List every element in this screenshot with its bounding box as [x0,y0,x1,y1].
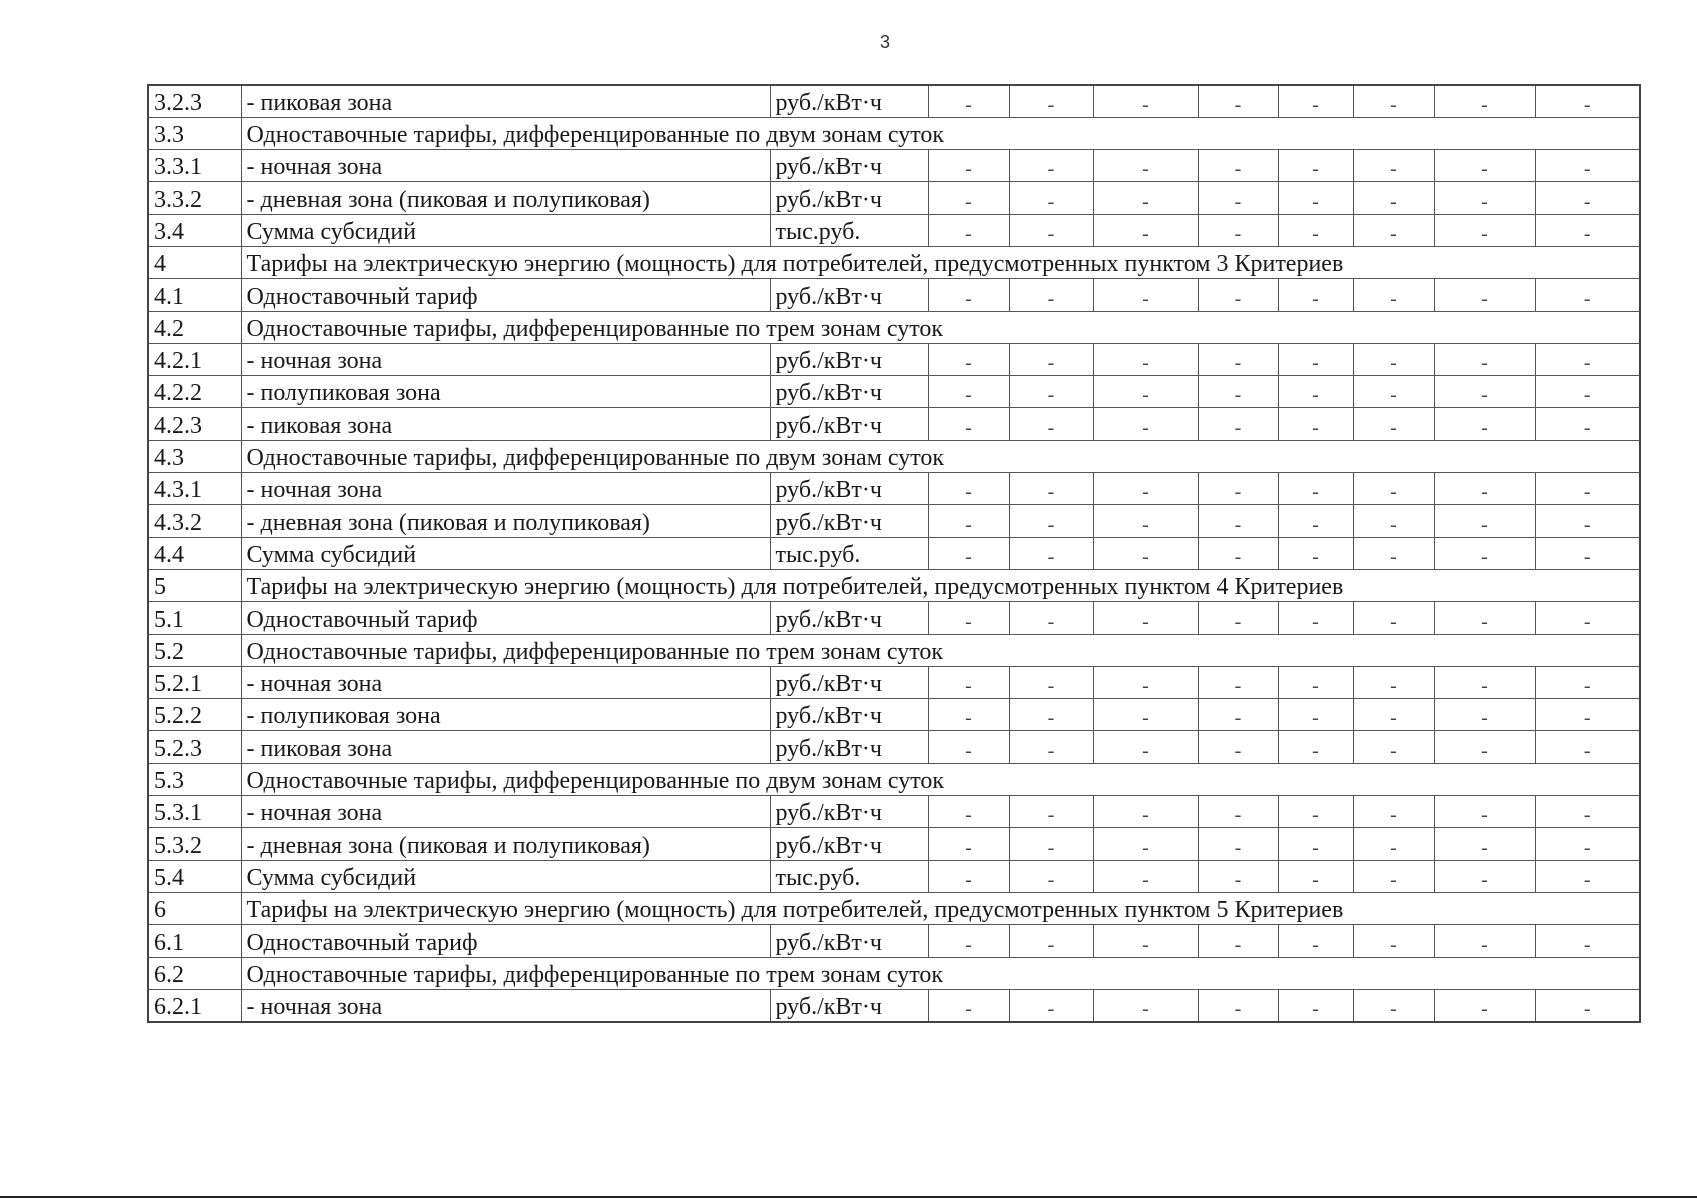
row-unit: тыс.руб. [770,860,928,892]
section-title: Одноставочные тарифы, дифференцированные по двум зонам суток [241,117,1640,149]
row-name: - полупиковая зона [241,376,770,408]
table-row [148,731,1640,763]
row-number: 5.3.1 [148,796,241,828]
table-row [148,182,1640,214]
value-cell: - [1198,537,1278,569]
value-cell: - [1198,699,1278,731]
value-cell: - [1535,860,1640,892]
value-cell: - [1535,925,1640,957]
value-cell: - [1535,408,1640,440]
section-row [148,892,1640,924]
value-cell: - [1198,150,1278,182]
value-cell: - [1009,182,1093,214]
value-cell: - [1535,279,1640,311]
table-row [148,408,1640,440]
value-cell: - [1278,214,1353,246]
value-cell: - [1353,796,1434,828]
value-cell: - [1434,828,1535,860]
row-number: 5.2.3 [148,731,241,763]
value-cell: - [928,537,1009,569]
row-name: - ночная зона [241,989,770,1021]
row-name: Сумма субсидий [241,537,770,569]
value-cell: - [1093,731,1198,763]
value-cell: - [1009,150,1093,182]
value-cell: - [928,279,1009,311]
value-cell: - [1353,699,1434,731]
row-unit: руб./кВт·ч [770,602,928,634]
value-cell: - [1353,182,1434,214]
value-cell: - [1093,182,1198,214]
row-name: Сумма субсидий [241,214,770,246]
value-cell: - [1278,666,1353,698]
row-number: 5.2 [148,634,241,666]
row-number: 5.1 [148,602,241,634]
row-number: 5.3 [148,763,241,795]
section-row [148,246,1640,278]
value-cell: - [928,343,1009,375]
value-cell: - [1353,376,1434,408]
row-name: - пиковая зона [241,731,770,763]
value-cell: - [1353,989,1434,1021]
value-cell: - [1353,828,1434,860]
value-cell: - [1093,989,1198,1021]
value-cell: - [1093,376,1198,408]
value-cell: - [1198,279,1278,311]
table-row [148,376,1640,408]
value-cell: - [1198,182,1278,214]
row-unit: руб./кВт·ч [770,473,928,505]
value-cell: - [1009,796,1093,828]
section-title: Одноставочные тарифы, дифференцированные по двум зонам суток [241,763,1640,795]
value-cell: - [928,731,1009,763]
table-row [148,602,1640,634]
value-cell: - [1198,473,1278,505]
value-cell: - [1278,279,1353,311]
row-unit: руб./кВт·ч [770,925,928,957]
value-cell: - [1278,343,1353,375]
value-cell: - [1009,343,1093,375]
table-row [148,214,1640,246]
value-cell: - [1093,699,1198,731]
value-cell: - [1009,537,1093,569]
value-cell: - [1278,505,1353,537]
value-cell: - [1278,182,1353,214]
row-name: - ночная зона [241,150,770,182]
section-title: Тарифы на электрическую энергию (мощность) для потребителей, предусмотренных пунктом 3 Критериев [241,246,1640,278]
row-name: - ночная зона [241,796,770,828]
value-cell: - [1093,343,1198,375]
table-row [148,989,1640,1021]
value-cell: - [1535,214,1640,246]
table-row [148,343,1640,375]
value-cell: - [1009,860,1093,892]
table-row [148,279,1640,311]
value-cell: - [1093,925,1198,957]
value-cell: - [1535,182,1640,214]
value-cell: - [928,860,1009,892]
value-cell: - [1198,925,1278,957]
value-cell: - [1535,828,1640,860]
table-row [148,537,1640,569]
value-cell: - [1278,602,1353,634]
value-cell: - [1198,666,1278,698]
row-number: 3.3.2 [148,182,241,214]
value-cell: - [928,989,1009,1021]
row-unit: руб./кВт·ч [770,279,928,311]
row-unit: руб./кВт·ч [770,408,928,440]
value-cell: - [1278,537,1353,569]
row-number: 5.4 [148,860,241,892]
value-cell: - [1434,85,1535,117]
value-cell: - [1535,473,1640,505]
row-number: 3.3.1 [148,150,241,182]
value-cell: - [1093,85,1198,117]
tariff-table [147,84,1641,1023]
table-row [148,828,1640,860]
value-cell: - [928,505,1009,537]
table-row [148,85,1640,117]
row-number: 4.3 [148,440,241,472]
value-cell: - [1093,473,1198,505]
value-cell: - [1353,343,1434,375]
table-row [148,796,1640,828]
value-cell: - [1009,505,1093,537]
value-cell: - [1434,505,1535,537]
value-cell: - [1535,537,1640,569]
value-cell: - [1434,860,1535,892]
value-cell: - [1353,279,1434,311]
value-cell: - [1353,150,1434,182]
value-cell: - [1198,343,1278,375]
value-cell: - [1278,828,1353,860]
value-cell: - [1198,731,1278,763]
row-unit: руб./кВт·ч [770,731,928,763]
value-cell: - [1198,602,1278,634]
value-cell: - [1009,408,1093,440]
value-cell: - [1278,473,1353,505]
row-number: 4.1 [148,279,241,311]
row-name: Одноставочный тариф [241,925,770,957]
value-cell: - [928,602,1009,634]
value-cell: - [928,699,1009,731]
value-cell: - [928,473,1009,505]
table-row [148,860,1640,892]
value-cell: - [1434,279,1535,311]
value-cell: - [1009,666,1093,698]
row-unit: тыс.руб. [770,214,928,246]
section-title: Одноставочные тарифы, дифференцированные по трем зонам суток [241,311,1640,343]
value-cell: - [1198,505,1278,537]
value-cell: - [1093,602,1198,634]
value-cell: - [1535,505,1640,537]
value-cell: - [1353,408,1434,440]
value-cell: - [1278,731,1353,763]
value-cell: - [1009,214,1093,246]
value-cell: - [1009,279,1093,311]
row-name: - ночная зона [241,343,770,375]
value-cell: - [1198,796,1278,828]
row-number: 4.4 [148,537,241,569]
value-cell: - [1278,150,1353,182]
value-cell: - [1434,666,1535,698]
row-unit: руб./кВт·ч [770,150,928,182]
value-cell: - [1009,699,1093,731]
table-row [148,150,1640,182]
value-cell: - [1093,279,1198,311]
bottom-divider [0,1196,1697,1198]
section-title: Тарифы на электрическую энергию (мощность) для потребителей, предусмотренных пунктом 4 Критериев [241,569,1640,601]
row-number: 5.2.1 [148,666,241,698]
value-cell: - [1353,85,1434,117]
row-number: 6.1 [148,925,241,957]
row-unit: руб./кВт·ч [770,699,928,731]
value-cell: - [1353,537,1434,569]
row-number: 3.4 [148,214,241,246]
value-cell: - [1009,925,1093,957]
row-number: 6.2.1 [148,989,241,1021]
value-cell: - [1535,150,1640,182]
value-cell: - [1198,408,1278,440]
value-cell: - [928,796,1009,828]
value-cell: - [928,925,1009,957]
value-cell: - [1353,860,1434,892]
value-cell: - [1093,666,1198,698]
value-cell: - [1535,343,1640,375]
row-number: 6 [148,892,241,924]
table-row [148,925,1640,957]
value-cell: - [928,408,1009,440]
value-cell: - [1353,473,1434,505]
value-cell: - [1353,925,1434,957]
section-title: Одноставочные тарифы, дифференцированные по трем зонам суток [241,957,1640,989]
value-cell: - [1093,860,1198,892]
value-cell: - [1434,408,1535,440]
row-name: - дневная зона (пиковая и полупиковая) [241,505,770,537]
section-title: Одноставочные тарифы, дифференцированные по трем зонам суток [241,634,1640,666]
row-name: - ночная зона [241,666,770,698]
row-unit: руб./кВт·ч [770,376,928,408]
table-row [148,473,1640,505]
row-number: 4.2 [148,311,241,343]
value-cell: - [1009,473,1093,505]
value-cell: - [1535,85,1640,117]
value-cell: - [1009,828,1093,860]
value-cell: - [1278,925,1353,957]
value-cell: - [1434,343,1535,375]
section-row [148,440,1640,472]
value-cell: - [1353,666,1434,698]
value-cell: - [928,214,1009,246]
value-cell: - [1278,85,1353,117]
value-cell: - [1434,376,1535,408]
value-cell: - [928,85,1009,117]
value-cell: - [1535,666,1640,698]
row-number: 3.2.3 [148,85,241,117]
row-unit: руб./кВт·ч [770,343,928,375]
value-cell: - [1353,602,1434,634]
value-cell: - [928,666,1009,698]
value-cell: - [1009,376,1093,408]
row-name: Одноставочный тариф [241,279,770,311]
value-cell: - [928,182,1009,214]
section-row [148,763,1640,795]
value-cell: - [1093,828,1198,860]
value-cell: - [1278,796,1353,828]
row-number: 6.2 [148,957,241,989]
page-number: 3 [879,32,890,52]
value-cell: - [1353,731,1434,763]
row-number: 4.2.1 [148,343,241,375]
value-cell: - [1093,214,1198,246]
table-row [148,505,1640,537]
row-unit: руб./кВт·ч [770,666,928,698]
section-row [148,117,1640,149]
value-cell: - [1434,214,1535,246]
value-cell: - [1434,925,1535,957]
table-row [148,666,1640,698]
row-unit: руб./кВт·ч [770,182,928,214]
value-cell: - [1198,828,1278,860]
row-number: 5.3.2 [148,828,241,860]
value-cell: - [1278,408,1353,440]
value-cell: - [1278,989,1353,1021]
row-unit: руб./кВт·ч [770,796,928,828]
value-cell: - [928,828,1009,860]
value-cell: - [1535,731,1640,763]
value-cell: - [1434,989,1535,1021]
value-cell: - [1009,602,1093,634]
value-cell: - [1434,731,1535,763]
row-number: 5 [148,569,241,601]
value-cell: - [1278,376,1353,408]
row-number: 4.2.2 [148,376,241,408]
section-title: Тарифы на электрическую энергию (мощность) для потребителей, предусмотренных пунктом 5 Критериев [241,892,1640,924]
row-unit: тыс.руб. [770,537,928,569]
row-number: 5.2.2 [148,699,241,731]
value-cell: - [1353,505,1434,537]
value-cell: - [1093,796,1198,828]
value-cell: - [1434,473,1535,505]
value-cell: - [1009,731,1093,763]
value-cell: - [928,150,1009,182]
section-row [148,569,1640,601]
value-cell: - [1093,505,1198,537]
value-cell: - [1093,408,1198,440]
row-name: - пиковая зона [241,408,770,440]
value-cell: - [1434,796,1535,828]
row-name: Сумма субсидий [241,860,770,892]
table-body [148,85,1640,1022]
row-number: 4 [148,246,241,278]
value-cell: - [1434,150,1535,182]
value-cell: - [1093,537,1198,569]
value-cell: - [1535,989,1640,1021]
value-cell: - [928,376,1009,408]
value-cell: - [1535,699,1640,731]
row-unit: руб./кВт·ч [770,85,928,117]
value-cell: - [1278,860,1353,892]
value-cell: - [1198,376,1278,408]
value-cell: - [1535,376,1640,408]
row-name: - дневная зона (пиковая и полупиковая) [241,182,770,214]
row-number: 3.3 [148,117,241,149]
section-row [148,634,1640,666]
value-cell: - [1535,602,1640,634]
row-number: 4.3.2 [148,505,241,537]
value-cell: - [1278,699,1353,731]
row-unit: руб./кВт·ч [770,989,928,1021]
row-name: - дневная зона (пиковая и полупиковая) [241,828,770,860]
value-cell: - [1093,150,1198,182]
row-unit: руб./кВт·ч [770,505,928,537]
row-name: - полупиковая зона [241,699,770,731]
value-cell: - [1198,989,1278,1021]
row-name: - пиковая зона [241,85,770,117]
row-name: - ночная зона [241,473,770,505]
value-cell: - [1009,989,1093,1021]
value-cell: - [1198,214,1278,246]
section-title: Одноставочные тарифы, дифференцированные по двум зонам суток [241,440,1640,472]
row-unit: руб./кВт·ч [770,828,928,860]
value-cell: - [1009,85,1093,117]
row-number: 4.2.3 [148,408,241,440]
value-cell: - [1434,537,1535,569]
row-name: Одноставочный тариф [241,602,770,634]
value-cell: - [1535,796,1640,828]
section-row [148,311,1640,343]
value-cell: - [1434,182,1535,214]
value-cell: - [1353,214,1434,246]
value-cell: - [1198,85,1278,117]
value-cell: - [1434,602,1535,634]
table-row [148,699,1640,731]
row-number: 4.3.1 [148,473,241,505]
section-row [148,957,1640,989]
value-cell: - [1198,860,1278,892]
value-cell: - [1434,699,1535,731]
